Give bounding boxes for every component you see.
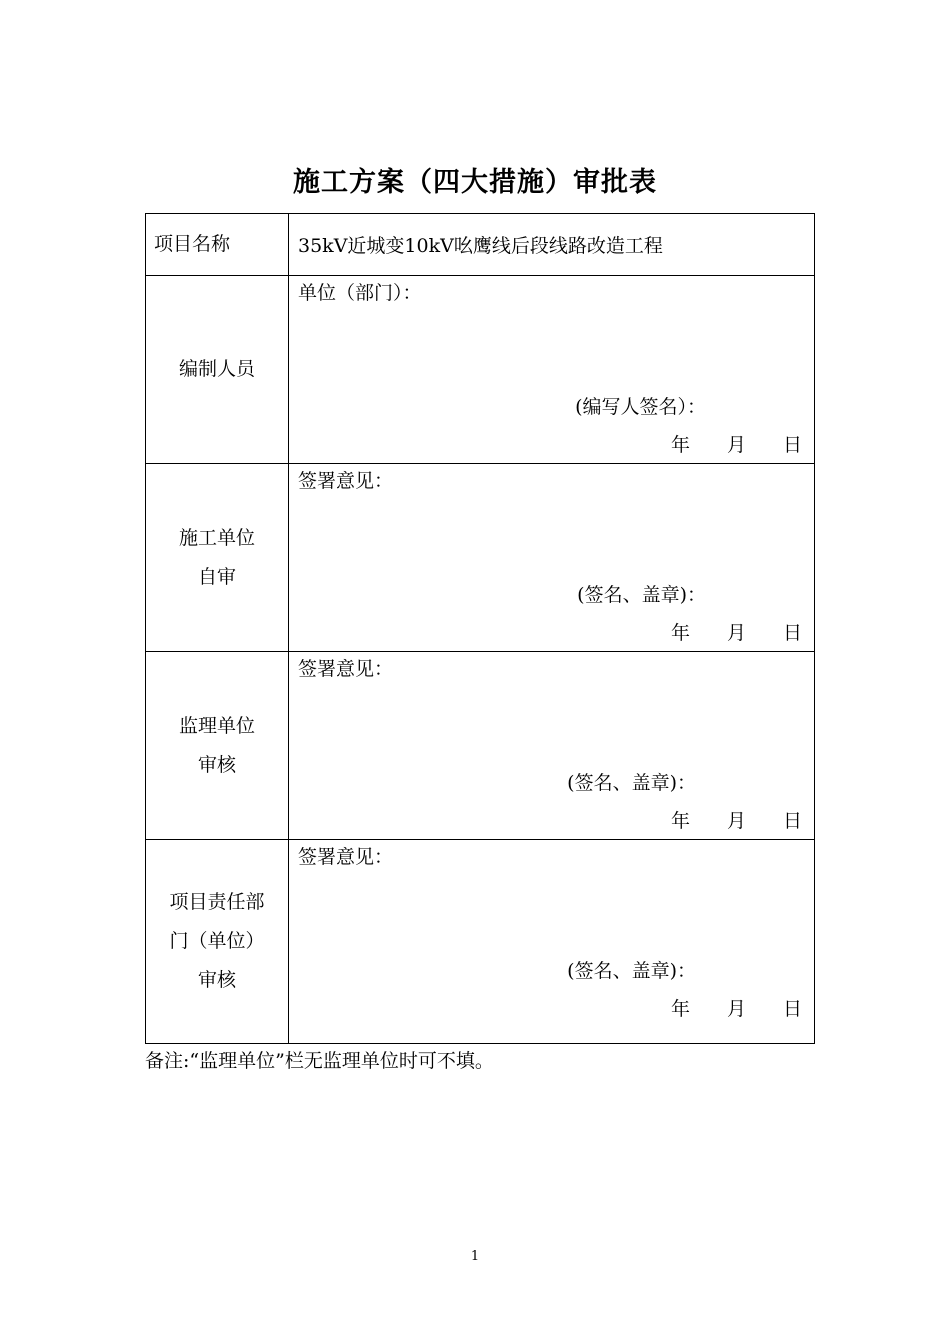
date-year: 年 [670, 998, 690, 1020]
department-signature-label: (签名、盖章)： [567, 960, 696, 982]
page-number: 1 [470, 1249, 480, 1264]
department-opinion-label: 签署意见： [298, 846, 394, 868]
date-month: 月 [726, 622, 746, 644]
supervision-content-cell [289, 652, 815, 840]
document-title: 施工方案（四大措施）审批表 [293, 167, 657, 198]
date-month: 月 [726, 434, 746, 456]
project-name-value: 35kV近城变10kV吆鹰线后段线路改造工程 [289, 214, 815, 276]
table-row-supervision-review [146, 652, 815, 840]
department-date [671, 994, 802, 1021]
compiler-signature-label: (编写人签名）： [575, 396, 706, 418]
construction-review-label [146, 464, 289, 652]
compiler-date [671, 430, 802, 457]
department-content-cell [289, 840, 815, 1044]
project-name-label: 项目名称 [146, 214, 289, 276]
department-review-label [146, 840, 289, 1044]
date-day: 日 [782, 998, 802, 1020]
department-label-line1: 项目责任部 [169, 891, 265, 913]
compiler-label: 编制人员 [146, 276, 289, 464]
supervision-date [671, 806, 802, 833]
compiler-unit-label: 单位（部门）： [298, 282, 422, 304]
table-row-construction-review [146, 464, 815, 652]
date-day: 日 [782, 810, 802, 832]
department-label-line2: 门（单位） [169, 930, 265, 952]
table-row-compiler [146, 276, 815, 464]
supervision-opinion-label: 签署意见： [298, 658, 394, 680]
construction-signature-label: (签名、盖章)： [577, 584, 706, 606]
table-row-department-review [146, 840, 815, 1044]
date-year: 年 [670, 622, 690, 644]
compiler-content-cell [289, 276, 815, 464]
supervision-signature-label: (签名、盖章)： [567, 772, 696, 794]
date-year: 年 [670, 434, 690, 456]
construction-content-cell [289, 464, 815, 652]
date-day: 日 [782, 434, 802, 456]
approval-table [145, 213, 815, 1044]
construction-opinion-label: 签署意见： [298, 470, 394, 492]
department-label-line3: 审核 [197, 969, 236, 991]
footnote: 备注:“监理单位”栏无监理单位时可不填。 [145, 1050, 494, 1072]
construction-label-line2: 自审 [197, 565, 236, 588]
supervision-label-line2: 审核 [197, 753, 236, 776]
date-month: 月 [726, 998, 746, 1020]
construction-date [671, 618, 802, 645]
supervision-review-label [146, 652, 289, 840]
supervision-label-line1: 监理单位 [178, 714, 255, 737]
construction-label-line1: 施工单位 [178, 526, 255, 549]
table-row-project-name [146, 214, 815, 276]
date-year: 年 [670, 810, 690, 832]
date-month: 月 [726, 810, 746, 832]
date-day: 日 [782, 622, 802, 644]
